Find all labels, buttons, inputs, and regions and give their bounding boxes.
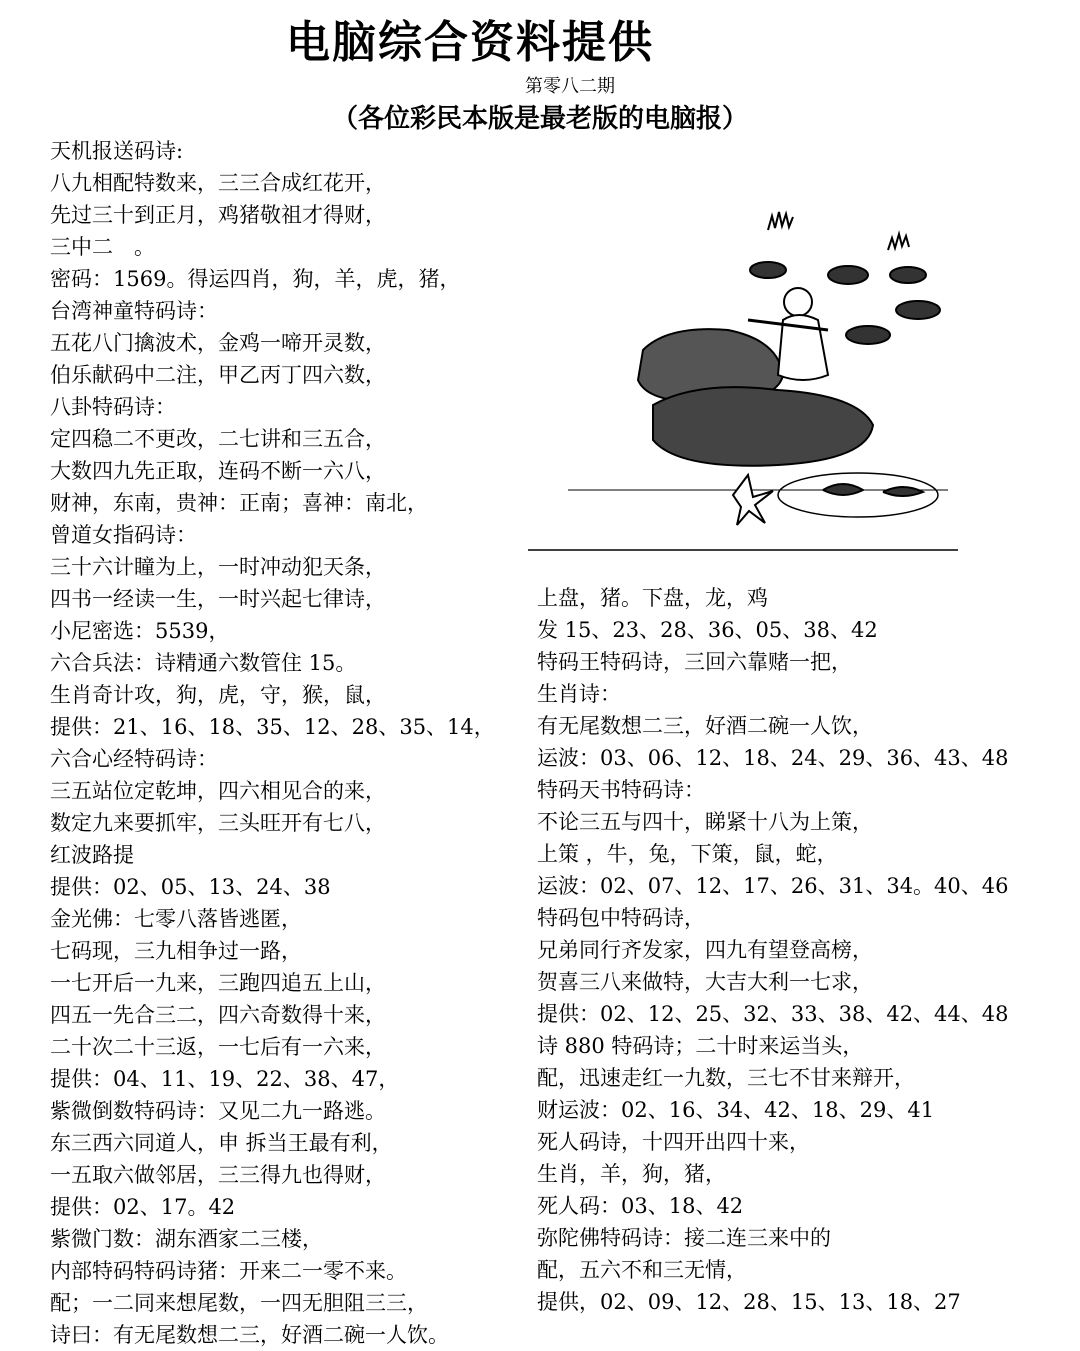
text-line: 特码王特码诗，三回六靠赌一把，: [537, 650, 852, 674]
text-line: 紫微倒数特码诗：又见二九一路逃。: [50, 1099, 386, 1123]
text-line: 财运波：02、16、34、42、18、29、41: [537, 1098, 935, 1122]
text-line: 小尼密选：5539，: [50, 619, 230, 643]
text-line: 诗曰：有无尾数想二三，好酒二碗一人饮。: [50, 1323, 449, 1347]
text-line: 密码：1569。得运四肖，狗，羊，虎，猪，: [50, 267, 461, 291]
text-line: 生肖奇计攻，狗，虎，守，猴，鼠，: [50, 683, 386, 707]
text-line: 三五站位定乾坤，四六相见合的来，: [50, 779, 386, 803]
text-line: 金光佛：七零八落皆逃匿，: [50, 907, 302, 931]
stone-icon: [896, 301, 940, 319]
text-line: 弥陀佛特码诗：接二连三来中的: [537, 1226, 831, 1250]
stone-icon: [846, 326, 890, 344]
right-column: [537, 582, 1067, 1318]
text-line: 不论三五与四十，睇紧十八为上策，: [537, 810, 873, 834]
stone-icon: [750, 262, 786, 278]
issue-number: 第零八二期: [525, 76, 615, 97]
text-line: 上策 ，牛，兔，下策，鼠，蛇，: [537, 842, 838, 866]
text-line: 财神，东南，贵神：正南；喜神：南北，: [50, 491, 428, 515]
text-line: 定四稳二不更改，二七讲和三五合，: [50, 427, 386, 451]
text-line: 一五取六做邻居，三三得九也得财，: [50, 1163, 386, 1187]
text-line: 八九相配特数来，三三合成红花开，: [50, 171, 386, 195]
page-subtitle: （各位彩民本版是最老版的电脑报）: [331, 104, 748, 134]
text-line: 紫微门数：湖东酒家二三楼，: [50, 1227, 323, 1251]
text-line: 兄弟同行齐发家，四九有望登高榜，: [537, 938, 873, 962]
text-line: 东三西六同道人，申 拆当王最有利，: [50, 1131, 393, 1155]
fish-icon: [823, 484, 863, 495]
text-line: 六合心经特码诗：: [50, 747, 218, 771]
text-line: 死人码诗，十四开出四十来，: [537, 1130, 810, 1154]
lower-rock-icon: [653, 387, 873, 466]
text-line: 运波：02、07、12、17、26、31、34。40、46: [537, 874, 1009, 898]
text-line: 曾道女指码诗：: [50, 523, 197, 547]
text-line: 配；一二同来想尾数，一四无胆阻三三，: [50, 1291, 428, 1315]
flute-player-illustration: [528, 190, 968, 590]
text-line: 诗 880 特码诗；二十时来运当头，: [537, 1034, 864, 1058]
text-line: 八卦特码诗：: [50, 395, 176, 419]
figure-head-icon: [784, 288, 812, 316]
text-line: 四五一先合三二，四六奇数得十来，: [50, 1003, 386, 1027]
text-line: 内部特码特码诗猪：开来二一零不来。: [50, 1259, 407, 1283]
stone-icon: [828, 266, 868, 284]
grass-tuft-icon: [768, 212, 793, 230]
text-line: 提供：21、16、18、35、12、28、35、14，: [50, 715, 495, 739]
flower-icon: [733, 475, 773, 525]
text-line: 七码现，三九相争过一路，: [50, 939, 302, 963]
text-line: 台湾神童特码诗：: [50, 299, 218, 323]
text-line: 上盘，猪。下盘，龙，鸡: [537, 586, 768, 610]
text-line: 配，迅速走红一九数，三七不甘来辩开，: [537, 1066, 915, 1090]
text-line: 一七开后一九来，三跑四追五上山，: [50, 971, 386, 995]
text-line: 五花八门擒波术，金鸡一啼开灵数，: [50, 331, 386, 355]
text-line: 大数四九先正取，连码不断一六八，: [50, 459, 386, 483]
text-line: 红波路提: [50, 843, 134, 867]
text-line: 特码包中特码诗，: [537, 906, 705, 930]
text-line: 六合兵法：诗精通六数管住 15。: [50, 651, 357, 675]
text-line: 贺喜三八来做特，大吉大利一七求，: [537, 970, 873, 994]
text-line: 死人码：03、18、42: [537, 1194, 744, 1218]
text-line: 配，五六不和三无情，: [537, 1258, 747, 1282]
text-line: 二十次二十三返，一七后有一六来，: [50, 1035, 386, 1059]
text-line: 伯乐献码中二注，甲乙丙丁四六数，: [50, 363, 386, 387]
left-column: [50, 135, 520, 1351]
text-line: 运波：03、06、12、18、24、29、36、43、48: [537, 746, 1009, 770]
text-line: 生肖，羊，狗，猪，: [537, 1162, 726, 1186]
text-line: 数定九来要抓牢，三头旺开有七八，: [50, 811, 386, 835]
text-line: 提供：02、12、25、32、33、38、42、44、48: [537, 1002, 1009, 1026]
page-title: 电脑综合资料提供: [286, 17, 654, 68]
text-line: 四书一经读一生，一时兴起七律诗，: [50, 587, 386, 611]
text-line: 提供，02、09、12、28、15、13、18、27: [537, 1290, 961, 1314]
text-line: 先过三十到正月，鸡猪敬祖才得财，: [50, 203, 386, 227]
text-line: 特码天书特码诗：: [537, 778, 705, 802]
text-line: 发 15、23、28、36、05、38、42: [537, 618, 878, 642]
fish-icon: [883, 487, 923, 496]
text-line: 生肖诗：: [537, 682, 621, 706]
grass-tuft-icon: [888, 234, 909, 250]
text-line: 三十六计瞳为上，一时冲动犯天条，: [50, 555, 386, 579]
text-line: 提供：02、17。42: [50, 1195, 236, 1219]
text-line: 天机报送码诗:: [50, 139, 184, 163]
text-line: 三中二 。: [50, 235, 155, 259]
text-line: 提供：04、11、19、22、38、47，: [50, 1067, 400, 1091]
text-line: 提供：02、05、13、24、38: [50, 875, 331, 899]
stone-icon: [890, 267, 926, 283]
text-line: 有无尾数想二三，好酒二碗一人饮，: [537, 714, 873, 738]
